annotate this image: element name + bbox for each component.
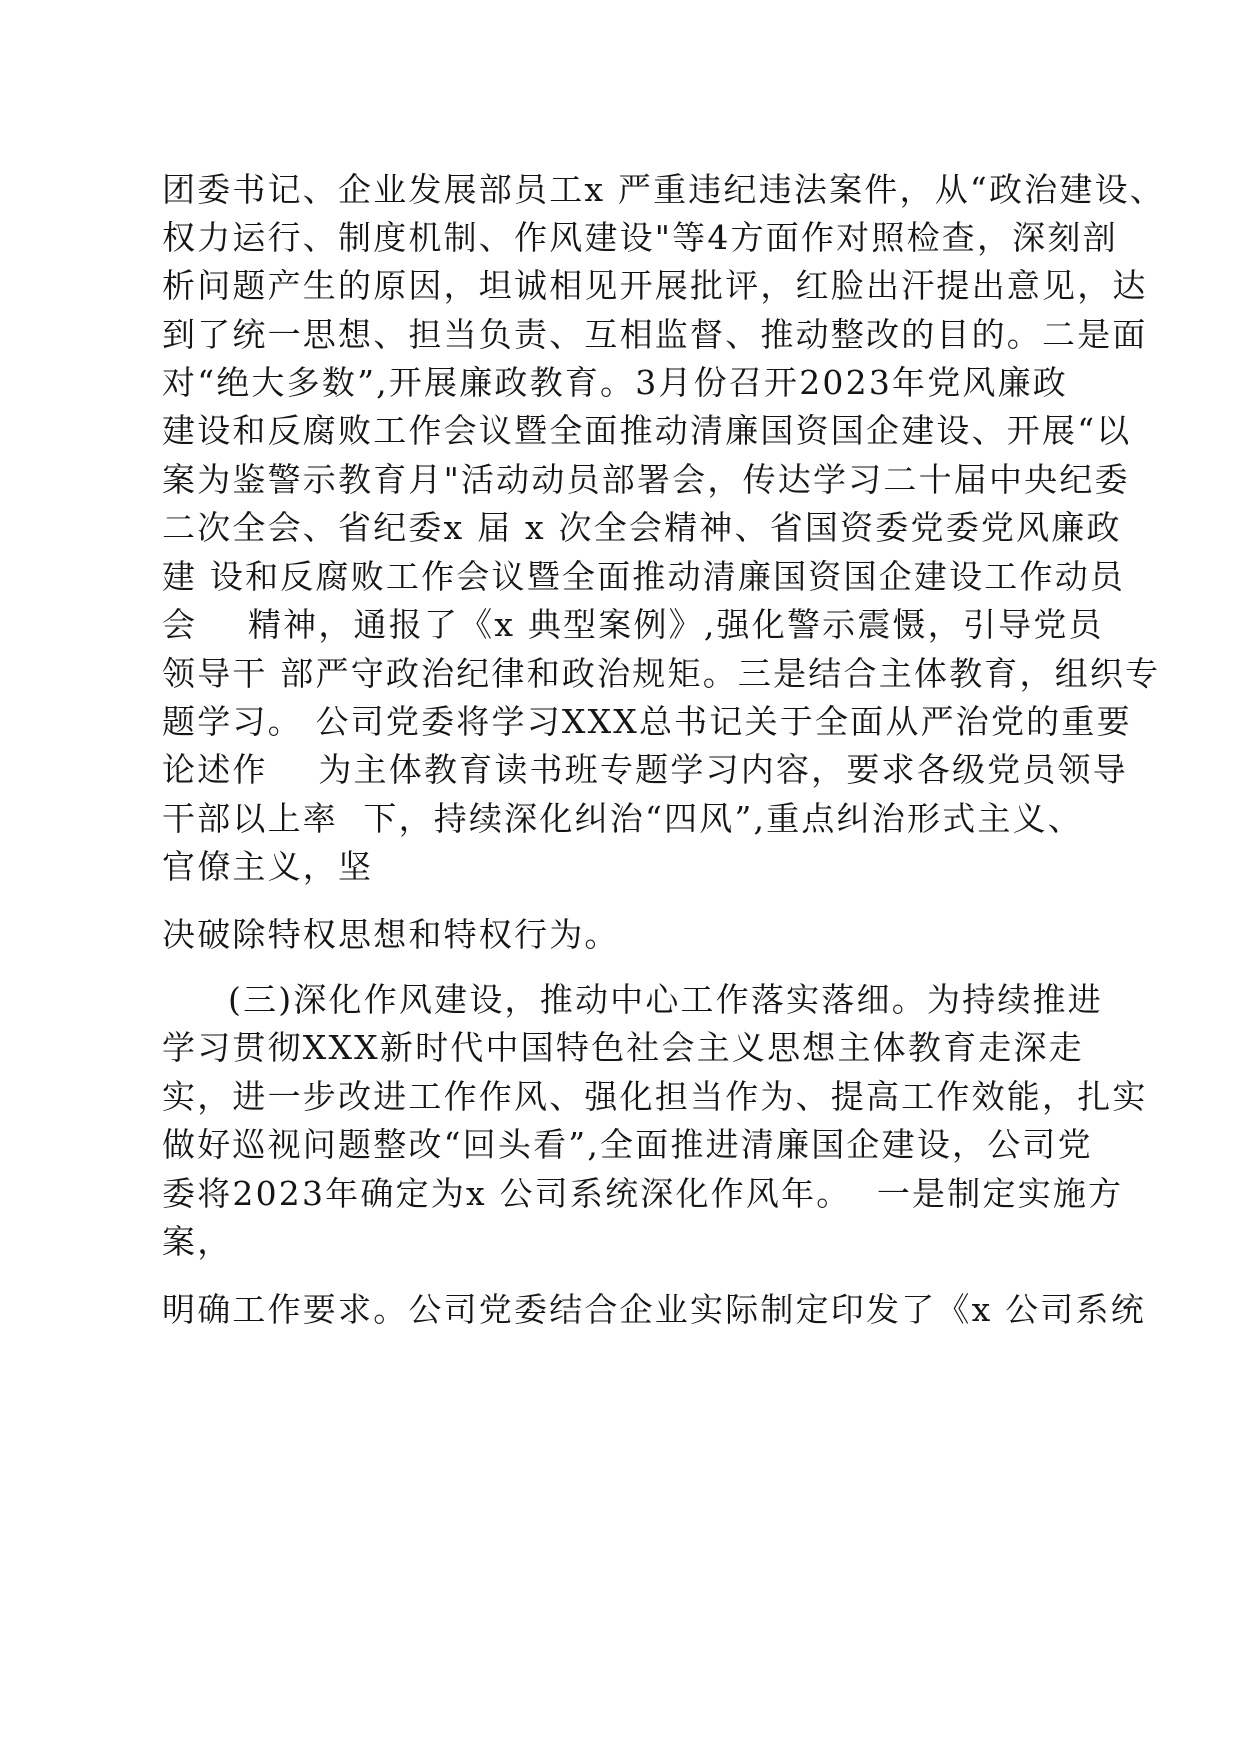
text-line: 团委书记、企业发展部员工x 严重违纪违法案件，从“政治建设、 [162,170,1165,209]
text-line: 干部以上率 下，持续深化纠治“四风”,重点纠治形式主义、 [162,799,1084,838]
text-line: 委将2023年确定为x 公司系统深化作风年。 一是制定实施方 [162,1174,1124,1213]
text-line: 官僚主义，坚 [162,847,374,886]
text-line: 领导干 部严守政治纪律和政治规矩。三是结合主体教育，组织专 [162,654,1161,693]
text-line: 论述作 为主体教育读书班专题学习内容，要求各级党员领导 [162,750,1128,789]
text-line: 建设和反腐败工作会议暨全面推动清廉国资国企建设、开展“以 [162,411,1132,450]
text-line: 案， [162,1222,233,1261]
text-line: 题学习。 公司党委将学习XXX总书记关于全面从严治党的重要 [162,702,1132,741]
text-line: 决破除特权思想和特权行为。 [162,915,620,954]
text-line: 权力运行、制度机制、作风建设"等4方面作对照检查，深刻剖 [162,218,1118,257]
text-line: 二次全会、省纪委x 届 x 次全会精神、省国资委党委党风廉政 [162,508,1122,547]
text-line: 对“绝大多数”,开展廉政教育。3月份召开2023年党风廉政 [162,363,1069,402]
text-line: 明确工作要求。公司党委结合企业实际制定印发了《x 公司系统 [162,1290,1146,1329]
text-line: 做好巡视问题整改“回头看”,全面推进清廉国企建设，公司党 [162,1125,1093,1164]
text-line: 到了统一思想、担当负责、互相监督、推动整改的目的。二是面 [162,315,1148,354]
text-line: 学习贯彻XXX新时代中国特色社会主义思想主体教育走深走 [162,1028,1084,1067]
text-line: 案为鉴警示教育月"活动动员部署会，传达学习二十届中央纪委 [162,460,1130,499]
text-line: 析问题产生的原因，坦诚相见开展批评，红脸出汗提出意见，达 [162,266,1148,305]
text-line: 实，进一步改进工作作风、强化担当作为、提高工作效能，扎实 [162,1077,1148,1116]
paragraph-heading-line: (三)深化作风建设，推动中心工作落实落细。为持续推进 [228,980,1103,1019]
text-line: 会 精神，通报了《x 典型案例》,强化警示震慑，引导党员 [162,605,1104,644]
text-line: 建 设和反腐败工作会议暨全面推动清廉国资国企建设工作动员 [162,557,1126,596]
